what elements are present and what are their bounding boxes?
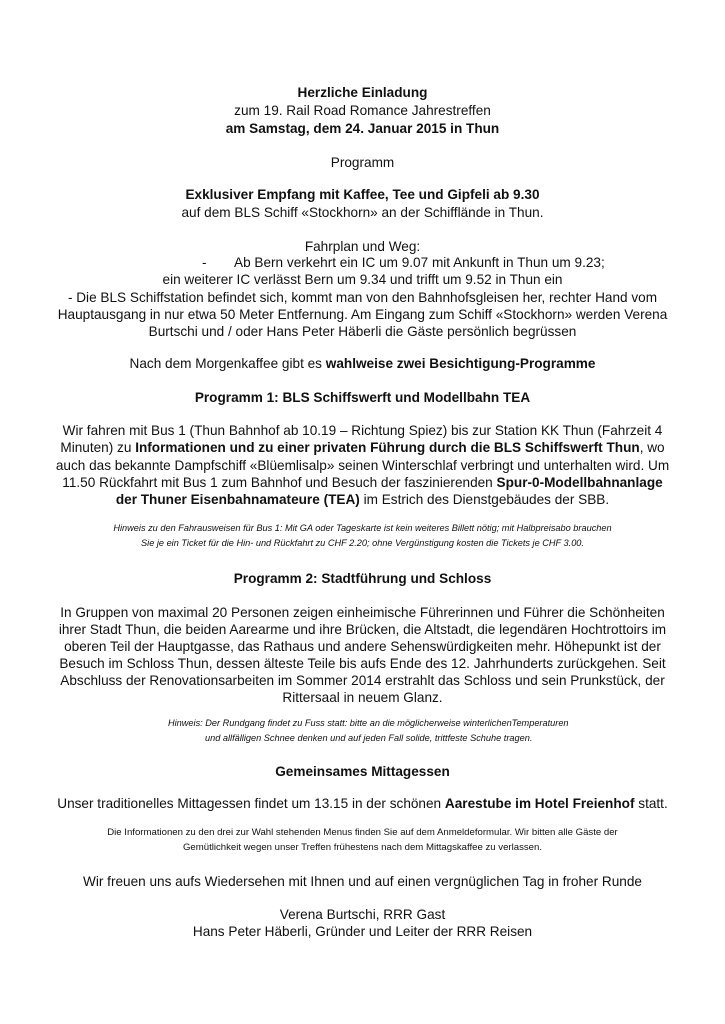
lunch-info: Gemütlichkeit wegen unser Treffen frühestens nach dem Mittagskaffee zu verlassen. bbox=[182, 842, 543, 853]
program1-note: Hinweis zu den Fahrausweisen für Bus 1: Mit GA oder Tageskarte ist kein weiteres Billett nötig; mit Halbpreisabo brauchen bbox=[113, 523, 612, 533]
program1-line bbox=[0, 439, 725, 457]
program2-line: ihrer Stadt Thun, die beiden Aarearme und ihre Brücken, die Altstadt, die legendären Hochtrottoirs im bbox=[58, 622, 667, 637]
program1-note: Sie je ein Ticket für die Hin- und Rückfahrt zu CHF 2.20; ohne Vergünstigung kosten die Tickets je CHF 3.00. bbox=[141, 538, 584, 548]
schedule-line: Ab Bern verkehrt ein IC um 9.07 mit Ankunft in Thun um 9.23; bbox=[234, 255, 605, 270]
program1-text: Minuten) zu bbox=[60, 440, 136, 455]
program-choice-line bbox=[0, 355, 725, 373]
signature-line: Verena Burtschi, RRR Gast bbox=[279, 907, 446, 922]
program1-emphasis: Informationen und zu einer privaten Führung durch die BLS Schiffswerft Thun bbox=[135, 440, 640, 455]
reception-title: Exklusiver Empfang mit Kaffee, Tee und Gipfeli ab 9.30 bbox=[185, 187, 540, 202]
program-choice-emphasis: wahlweise zwei Besichtigung-Programme bbox=[325, 356, 596, 371]
lunch-venue: Aarestube im Hotel Freienhof bbox=[444, 796, 635, 811]
event-subtitle: zum 19. Rail Road Romance Jahrestreffen bbox=[234, 103, 491, 118]
lunch-text: Unser traditionelles Mittagessen findet um 13.15 in der schönen bbox=[57, 796, 445, 811]
program1-title: Programm 1: BLS Schiffswerft und Modellbahn TEA bbox=[194, 390, 531, 405]
program2-line: Abschluss der Renovationsarbeiten im Sommer 2014 erstrahlt das Schloss und sein Prunkstück, der bbox=[60, 673, 665, 688]
reception-location: auf dem BLS Schiff «Stockhorn» an der Schifflände in Thun. bbox=[181, 205, 544, 220]
event-date: am Samstag, dem 24. Januar 2015 in Thun bbox=[225, 121, 500, 136]
invitation-title: Herzliche Einladung bbox=[297, 85, 428, 100]
lunch-info: Die Informationen zu den drei zur Wahl stehenden Menus finden Sie auf dem Anmeldeformular. Wir bitten alle Gäste der bbox=[107, 827, 618, 838]
schedule-dash: - bbox=[202, 255, 207, 270]
program1-emphasis: der Thuner Eisenbahnamateure (TEA) bbox=[115, 492, 360, 507]
program2-title: Programm 2: Stadtführung und Schloss bbox=[233, 571, 492, 586]
program1-line bbox=[0, 474, 725, 492]
schedule-line: Burtschi und / oder Hans Peter Häberli die Gäste persönlich begrüssen bbox=[148, 324, 577, 339]
program2-line: In Gruppen von maximal 20 Personen zeigen einheimische Führerinnen und Führer die Schönheiten bbox=[60, 605, 665, 620]
program2-note: und allfälligen Schnee denken und auf jeden Fall solide, trittfeste Schuhe tragen. bbox=[205, 733, 533, 743]
program-choice-text: Nach dem Morgenkaffee gibt es bbox=[129, 356, 326, 371]
schedule-line: ein weiterer IC verlässt Bern um 9.34 und trifft um 9.52 in Thun ein bbox=[162, 272, 563, 287]
lunch-text: statt. bbox=[634, 796, 668, 811]
program-heading: Programm bbox=[330, 155, 395, 170]
program2-line: oberen Teil der Hauptgasse, das Rathaus und andere Sehenswürdigkeiten mehr. Höhepunkt ist der bbox=[64, 639, 661, 654]
schedule-heading: Fahrplan und Weg: bbox=[304, 239, 421, 254]
program2-line: Rittersaal in neuem Glanz. bbox=[282, 690, 443, 705]
lunch-line bbox=[0, 795, 725, 813]
signature-line: Hans Peter Häberli, Gründer und Leiter der RRR Reisen bbox=[192, 924, 533, 939]
program1-text: , wo bbox=[639, 440, 665, 455]
lunch-title: Gemeinsames Mittagessen bbox=[275, 764, 450, 779]
program1-text: 11.50 Rückfahrt mit Bus 1 zum Bahnhof und Besuch der faszinierenden bbox=[62, 475, 497, 490]
program1-line: Wir fahren mit Bus 1 (Thun Bahnhof ab 10.19 – Richtung Spiez) bis zur Station KK Thun (Fahrzeit 4 bbox=[62, 423, 663, 438]
program1-line: auch das bekannte Dampfschiff «Blüemlisalp» seinen Winterschlaf verbringt und unterhalten wird. Um bbox=[55, 458, 670, 473]
schedule-line: Hauptausgang in nur etwa 50 Meter Entfernung. Am Eingang zum Schiff «Stockhorn» werden Verena bbox=[57, 307, 668, 322]
closing-text: Wir freuen uns aufs Wiedersehen mit Ihnen und auf einen vergnüglichen Tag in froher Runde bbox=[83, 874, 642, 889]
program2-note: Hinweis: Der Rundgang findet zu Fuss statt: bitte an die möglicherweise winterlichenTemperaturen bbox=[168, 718, 569, 728]
schedule-line: - Die BLS Schiffstation befindet sich, kommt man von den Bahnhofsgleisen her, rechter Hand vom bbox=[67, 290, 658, 305]
program2-line: Besuch im Schloss Thun, dessen älteste Teile bis aufs Ende des 12. Jahrhunderts zurückgehen. Seit bbox=[59, 656, 666, 671]
program1-line bbox=[0, 491, 725, 509]
program1-text: im Estrich des Dienstgebäudes der SBB. bbox=[359, 492, 610, 507]
program1-emphasis: Spur-0-Modellbahnanlage bbox=[496, 475, 663, 490]
